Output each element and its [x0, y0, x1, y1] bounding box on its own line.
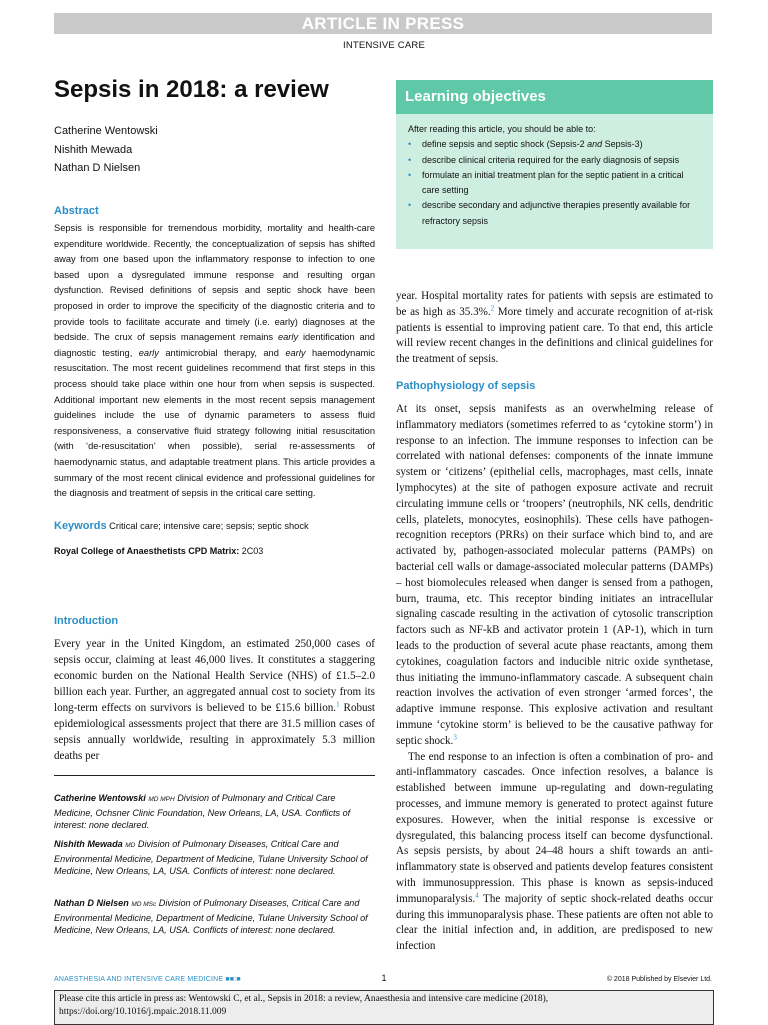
keywords: [54, 520, 375, 532]
bullet-icon: •: [408, 169, 412, 180]
introduction-continued: year. Hospital mortality rates for patients with sepsis are estimated to be as high as 35.3%.$^2$ More timely and accurate recognition of at-risk patients is essential to improving patient care. To that end, this article will review recent changes in the definitions and clinical guidelines for the treatment of sepsis.: [396, 290, 714, 366]
paragraph: The end response to an infection is often a combination of pro- and anti-inflammatory cascades. Once infection resolves, a balance is established between immune up-regulating and down-regulating processes, and immune memory is generated to protect against future exposures. However, when the initial response is excessive or dysregulated, this balancing process itself can become dysfunctional. As sepsis persists, by about 24–48 hours a shift towards an anti-inflammatory state is observed and patients develop features consistent with immunosuppression. This phase is known as sepsis-induced immunoparalysis.$^4$ The majority of septic shock-related deaths occur during this immunoparalysis phase. These patients are often not able to clear the initial infection and, in addition, are predisposed to new infection: [396, 750, 713, 953]
list-item: • define sepsis and septic shock (Sepsis-2 and Sepsis-3): [408, 137, 701, 152]
pathophysiology-heading: Pathophysiology of sepsis: [396, 380, 536, 392]
learning-objectives-box: [396, 80, 713, 249]
article-title: Sepsis in 2018: a review: [54, 76, 329, 103]
bullet-icon: •: [408, 200, 412, 211]
footnote-divider: [54, 775, 375, 776]
learning-objectives-list: [408, 137, 701, 229]
page-number: 1: [381, 973, 387, 983]
article-in-press-banner: ARTICLE IN PRESS: [54, 13, 712, 34]
reference-link[interactable]: 1: [336, 700, 340, 709]
author-name: Nathan D Nielsen: [54, 162, 141, 174]
abstract-text: Sepsis is responsible for tremendous morbidity, mortality and health-care expenditure worldwide. Recently, the conceptualization of sepsis has shifted away from one based upon the inflammatory response to infection to one based upon a dysregulated immune response and resulting organ dysfunction. Revised definitions of sepsis and septic shock have been proposed in order to improve the specificity of the diagnostic criteria and to provide tools to facilitate accurate and timely (i.e. early) diagnoses at the bedside. The crux of sepsis management remains early identification and diagnostic testing, early antimicrobial therapy, and early haemodynamic resuscitation. The most recent guidelines recommend that first steps in this process should take place within one hour from when sepsis is suspected. Additional important new elements in the most recent sepsis management guidelines include the use of dynamic parameters to assess fluid responsiveness, a conservative fluid strategy following initial resuscitation (with ‘de-resuscitation’ when possible), serial re-assessments of haemodynamic status, and adaptable treatment plans. This article provides a summary of the most recent clinical evidence and professional guidelines for the diagnosis and treatment of sepsis in the critical care setting.: [54, 223, 375, 499]
citation-box: Please cite this article in press as: Wentowski C, et al., Sepsis in 2018: a review, Anaesthesia and intensive care medicine (2018), https://doi.org/10.1016/j.mpaic.2018.11.009: [54, 990, 714, 1025]
introduction-heading: Introduction: [54, 615, 119, 627]
list-item: • formulate an initial treatment plan for the septic patient in a critical care setting: [408, 169, 684, 196]
author-name: Catherine Wentowski: [54, 125, 158, 137]
journal-name: ANAESTHESIA AND INTENSIVE CARE MEDICINE ■■:■: [54, 976, 241, 983]
author-name: Nishith Mewada: [54, 143, 133, 156]
author-affiliation: Nishith Mewada MD Division of Pulmonary Diseases, Critical Care and Environmental Medicine, Department of Medicine, Tulane University School of Medicine, New Orleans, LA, USA. Conflicts of interest: none declared.: [54, 839, 368, 877]
paragraph: At its onset, sepsis manifests as an overwhelming release of inflammatory mediators (sometimes referred to as ‘cytokine storm’) in response to an infection. The immune responses to infection can be correlated with national defenses: components of the innate immune system or ‘citizens’ (epithelial cells, macrophages, mast cells, innate lymphocytes) at the site of pathogen exposure activate and recruit circulating immune cells or ‘troopers’ (neutrophils, NK cells, dendritic cells, platelets, monocytes, eosinophils). These cells have pathogen-recognition receptors (PRRs) on their surface which bind to, and are activated by, pathogen-associated molecular patterns (PAMPs) on bacterial cell walls or damage-associated molecular patterns (DAMPs) – host biomolecules released when danger is sensed from a pathogen, burn, trauma, etc. This receptor binding initiates an intracellular signaling cascade resulting in the activation of cytosolic transcription factors such as NF-kB and activator protein 1 (AP-1), which in turn leads to the production of several acute phase reactants, among them cytokines, coagulation factors and inducible nitric oxide synthetase, thus initiating the immuno-inflammatory cascade. A subsequent chain reaction involves the activation of even stronger ‘armed forces’, the adaptive immune response. This explosive activation and resultant immune ‘cytokine storm’ is believed to be the causative pathway for septic shock.$^3$: [396, 403, 713, 747]
pathophysiology-text: [396, 402, 713, 955]
learning-objectives-heading: Learning objectives: [396, 80, 713, 114]
author-list: [54, 122, 158, 178]
copyright: © 2018 Published by Elsevier Ltd.: [606, 976, 712, 983]
cpd-matrix: Royal College of Anaesthetists CPD Matrix: 2C03: [54, 546, 264, 556]
introduction-text: Every year in the United Kingdom, an estimated 250,000 cases of sepsis occur, claiming at least 46,000 lives. It constitutes a staggering economic burden on the National Health Service (NHS) of £1.5–2.0 billion each year. Further, an aggregated annual cost to society from its long-term effects on survivors is believed to be £15.6 billion.$^1$ Robust epidemiological assessments project that there are 31.5 million cases of sepsis annually worldwide, resulting in approximately 5.3 million deaths per: [54, 638, 375, 762]
section-label: INTENSIVE CARE: [343, 40, 425, 51]
bullet-icon: •: [408, 139, 412, 150]
keywords-text: Critical care; intensive care; sepsis; septic shock: [109, 521, 309, 531]
keywords-heading: Keywords: [54, 520, 107, 532]
list-item: • describe secondary and adjunctive therapies presently available for refractory sepsis: [408, 200, 691, 226]
reference-link[interactable]: 3: [453, 733, 457, 742]
reference-link[interactable]: 4: [475, 891, 479, 900]
bullet-icon: •: [408, 154, 412, 165]
list-item: • describe clinical criteria required for the early diagnosis of sepsis: [408, 153, 701, 168]
learning-objectives-intro: After reading this article, you should be able to:: [408, 124, 596, 134]
author-affiliation: Nathan D Nielsen MD MSc Division of Pulmonary Diseases, Critical Care and Environmental Medicine, Department of Medicine, Tulane University School of Medicine, New Orleans, LA, USA. Conflicts of interest: none declared.: [54, 898, 368, 936]
author-affiliation: Catherine Wentowski MD MPH Division of Pulmonary and Critical Care Medicine, Ochsner Clinic Foundation, New Orleans, LA, USA. Conflicts of interest: none declared.: [54, 793, 351, 831]
reference-link[interactable]: 2: [490, 304, 495, 313]
abstract-heading: Abstract: [54, 205, 99, 217]
